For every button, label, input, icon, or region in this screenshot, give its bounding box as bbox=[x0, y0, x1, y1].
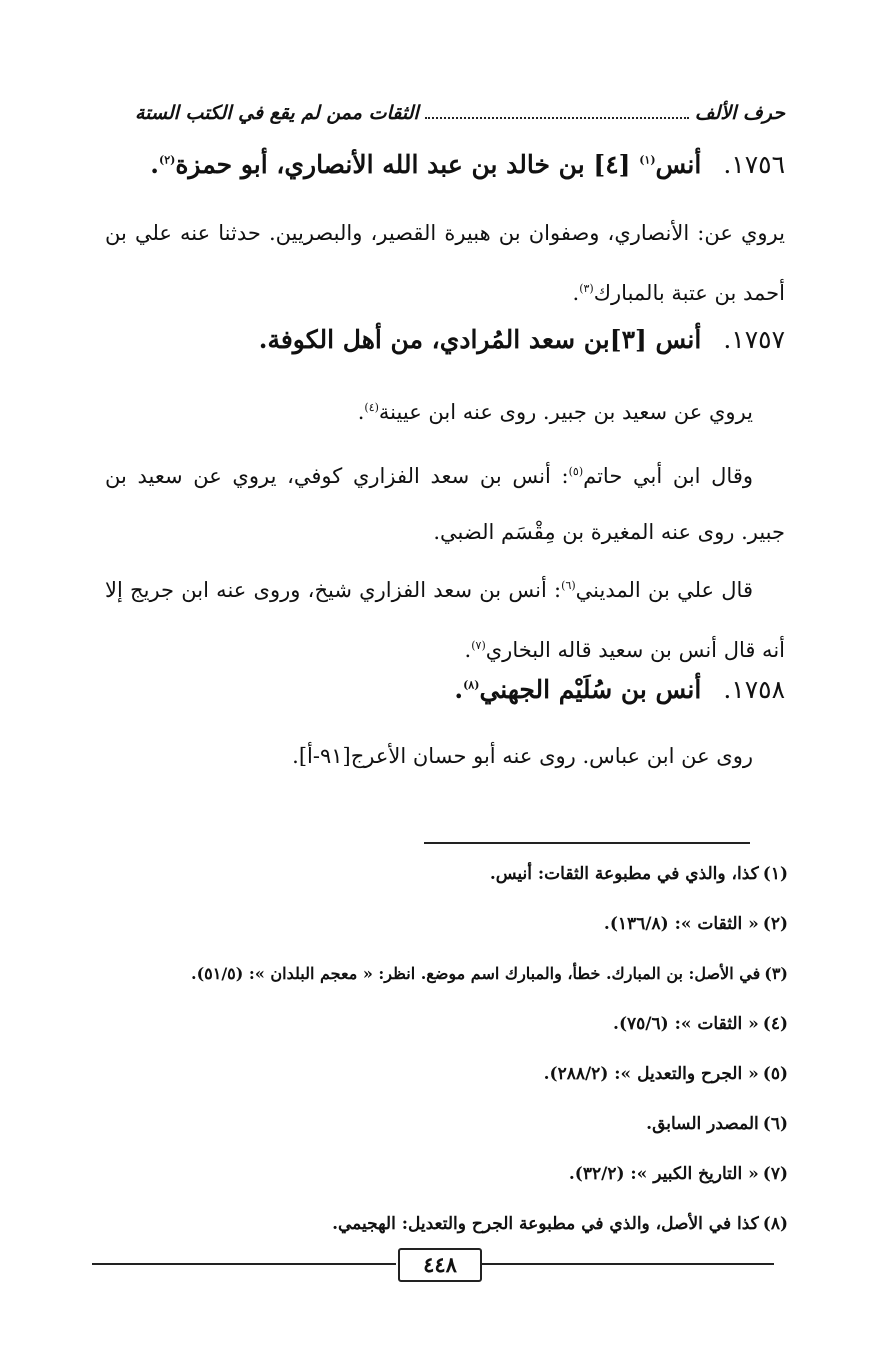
entry-1756-title: ١٧٥٦.أنس$^{(١)}$ [٤] بن خالد بن عبد الله الأنصاري، أبو حمزة$^{(٢)}$. bbox=[150, 150, 785, 179]
entry-number: ١٧٥٧. bbox=[723, 325, 785, 354]
footnote-8: (٨)كذا في الأصل، والذي في مطبوعة الجرح والتعديل: الهجيمي. bbox=[332, 1214, 788, 1234]
footnote-1: (١)كذا، والذي في مطبوعة الثقات: أنيس. bbox=[489, 864, 788, 884]
footnotes bbox=[88, 854, 788, 1254]
footnote-separator bbox=[424, 842, 750, 844]
footnote-2: (٢)« الثقات »: (١٣٦/٨). bbox=[603, 914, 788, 934]
footer-rule-right bbox=[482, 1263, 774, 1265]
header-book-title: الثقات ممن لم يقع في الكتب الستة bbox=[135, 102, 419, 124]
footnote-ref[interactable]: (٤) bbox=[364, 401, 379, 414]
entry-1757-text-3: قال علي بن المديني$^{(٦)}$: أنس بن سعد الفزاري شيخ، وروى عنه ابن جريج إلا أنه قال أنس بن سعيد قاله البخاري$^{(٧)}$. bbox=[105, 578, 785, 662]
entry-1757-title: ١٧٥٧.أنس [٣]بن سعد المُرادي، من أهل الكوفة. bbox=[258, 325, 785, 354]
entry-number: ١٧٥٨. bbox=[723, 675, 785, 704]
footnote-6: (٦)المصدر السابق. bbox=[646, 1114, 788, 1134]
entry-1758-title: ١٧٥٨.أنس بن سُلَيْم الجهني$^{(٨)}$. bbox=[454, 675, 785, 704]
footnote-ref[interactable]: (٣) bbox=[579, 282, 594, 295]
footnote-ref[interactable]: (٥) bbox=[568, 465, 584, 478]
page-number: ٤٤٨ bbox=[398, 1248, 482, 1282]
running-header bbox=[135, 96, 785, 130]
footnote-ref[interactable]: (٦) bbox=[561, 579, 576, 592]
footnote-3: (٣)في الأصل: بن المبارك. خطأ، والمبارك اسم موضع. انظر: « معجم البلدان »: (٥١/٥). bbox=[191, 964, 788, 983]
footnote-7: (٧)« التاريخ الكبير »: (٣٢/٢). bbox=[568, 1164, 788, 1184]
entry-number: ١٧٥٦. bbox=[723, 150, 785, 179]
footnote-ref[interactable]: (٢) bbox=[158, 153, 176, 167]
footnote-ref[interactable]: (٨) bbox=[463, 678, 480, 692]
entry-1757-text-1: يروي عن سعيد بن جبير. روى عنه ابن عيينة$^{(٤)}$. bbox=[357, 400, 753, 424]
footnote-ref[interactable]: (٧) bbox=[471, 639, 486, 652]
entry-1757-text-2: وقال ابن أبي حاتم$^{(٥)}$: أنس بن سعد الفزاري كوفي، يروي عن سعيد بن جبير. روى عنه المغيرة بن مِقْسَم الضبي. bbox=[105, 464, 785, 544]
entry-1756-text: يروي عن: الأنصاري، وصفوان بن هبيرة القصير، والبصريين. حدثنا عنه علي بن أحمد بن عتبة بالمبارك$^{(٣)}$. bbox=[105, 221, 785, 305]
footer-rule-left bbox=[92, 1263, 396, 1265]
footnote-5: (٥)« الجرح والتعديل »: (٢٨٨/٢). bbox=[543, 1064, 788, 1084]
header-chapter: حرف الألف bbox=[694, 102, 785, 124]
entry-1758-text: روى عن ابن عباس. روى عنه أبو حسان الأعرج[٩١-أ]. bbox=[292, 744, 753, 768]
footnote-4: (٤)« الثقات »: (٧٥/٦). bbox=[613, 1014, 788, 1034]
footnote-ref[interactable]: (١) bbox=[639, 153, 656, 167]
header-dot-leader bbox=[425, 107, 689, 119]
